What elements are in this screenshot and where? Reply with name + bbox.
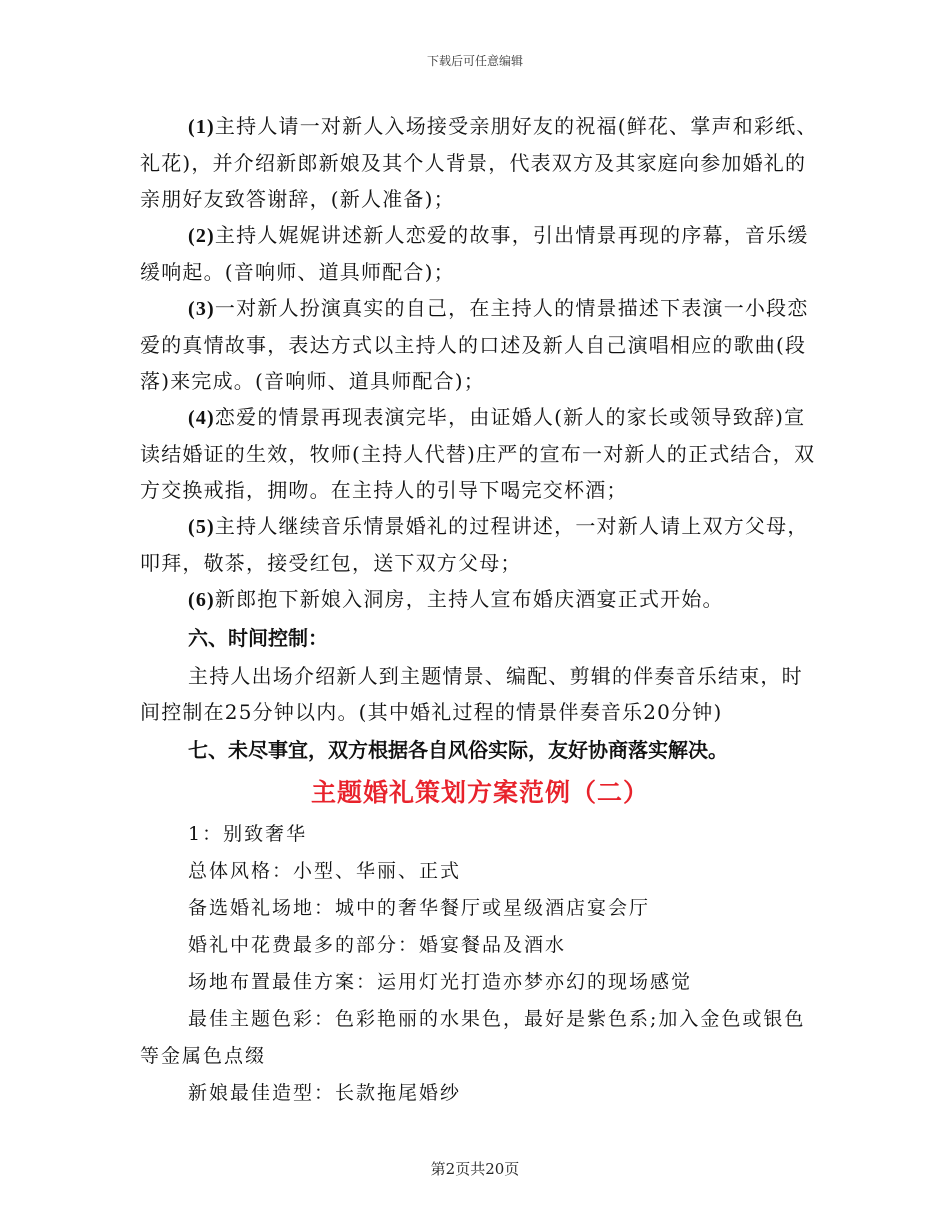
step-text: 新郎抱下新娘入洞房，主持人宣布婚庆酒宴正式开始。 — [214, 587, 724, 611]
list-item: 新娘最佳造型：长款拖尾婚纱 — [188, 1082, 462, 1104]
page-header-note: 下载后可任意编辑 — [426, 54, 523, 68]
list-item: 备选婚礼场地：城中的奢华餐厅或星级酒店宴会厅 — [188, 897, 651, 919]
step-number: (2) — [188, 225, 215, 247]
list-item: 婚礼中花费最多的部分：婚宴餐品及酒水 — [188, 934, 567, 956]
document-title: 主题婚礼策划方案范例（二） — [310, 778, 649, 807]
step-number: (4) — [188, 407, 215, 429]
step-number: (6) — [188, 589, 215, 611]
step-text: 恋爱的情景再现表演完毕，由证婚人(新人的家长或领导致辞)宣读结婚证的生效，牧师(主持人代替)庄严的宣布一对新人的正式结合，双方交换戒指，拥吻。在主持人的引导下喝完交杯酒； — [140, 405, 816, 502]
step-2 — [140, 217, 820, 290]
step-text: 主持人继续音乐情景婚礼的过程讲述，一对新人请上双方父母，叩拜，敬茶，接受红包，送下双方父母； — [140, 514, 809, 575]
step-text: 一对新人扮演真实的自己，在主持人的情景描述下表演一小段恋爱的真情故事，表达方式以主持人的口述及新人自己演唱相应的歌曲(段落)来完成。(音响师、道具师配合)； — [140, 296, 809, 393]
list-item: 1：别致奢华 — [188, 823, 308, 845]
list-item: 场地布置最佳方案：运用灯光打造亦梦亦幻的现场感觉 — [188, 971, 693, 993]
document-body — [140, 108, 820, 1112]
section-6-text: 主持人出场介绍新人到主题情景、编配、剪辑的伴奏音乐结束，时间控制在25分钟以内。(其中婚礼过程的情景伴奏音乐20分钟) — [140, 664, 803, 724]
step-5 — [140, 508, 820, 581]
list-item: 总体风格：小型、华丽、正式 — [188, 860, 462, 882]
step-text: 主持人请一对新人入场接受亲朋好友的祝福(鲜花、掌声和彩纸、礼花)，并介绍新郎新娘及其个人背景，代表双方及其家庭向参加婚礼的亲朋好友致答谢辞，(新人准备)； — [140, 114, 818, 211]
list-item: 最佳主题色彩：色彩艳丽的水果色，最好是紫色系;加入金色或银色等金属色点缀 — [140, 1008, 806, 1067]
section-6-heading: 六、时间控制： — [188, 626, 328, 650]
step-number: (3) — [188, 298, 215, 320]
step-1 — [140, 108, 820, 217]
page-number: 第2页共20页 — [430, 1160, 520, 1178]
step-number: (5) — [188, 516, 215, 538]
step-text: 主持人娓娓讲述新人恋爱的故事，引出情景再现的序幕，音乐缓缓响起。(音响师、道具师配合)； — [140, 223, 809, 284]
step-6 — [140, 581, 820, 618]
step-number: (1) — [188, 116, 215, 138]
section-7-heading: 七、未尽事宜，双方根据各自风俗实际，友好协商落实解决。 — [188, 738, 728, 762]
step-4 — [140, 399, 820, 508]
step-3 — [140, 290, 820, 399]
